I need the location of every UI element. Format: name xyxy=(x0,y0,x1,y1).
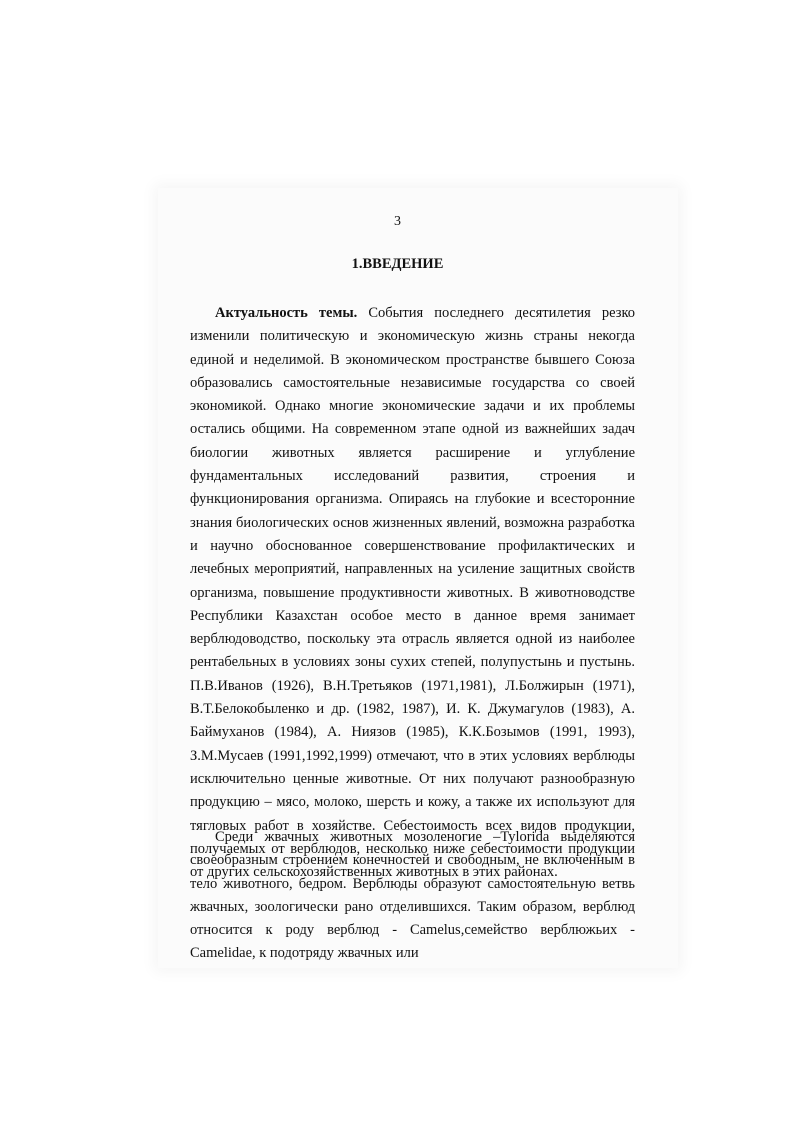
section-heading: 1.ВВЕДЕНИЕ xyxy=(351,256,444,272)
paragraph-lead: Актуальность темы. xyxy=(215,305,358,321)
paragraph-text: События последнего десятилетия резко изменили политическую и экономическую жизнь страны некогда единой и неделимой. В экономическом пространстве бывшего Союза образовались самостоятельные независимые государства со своей экономикой. Однако многие экономические задачи и их проблемы остались общими. На современном этапе одной из важнейших задач биологии животных является расширение и углубление фундаментальных исследований развития, строения и функционирования организма. Опираясь на глубокие и всесторонние знания биологических основ жизненных явлений, возможна разработка и научно обоснованное совершенствование профилактических и лечебных мероприятий, направленных на усиление защитных свойств организма, повышение продуктивности животных. В животноводстве Республики Казахстан особое место в данное время занимает верблюдоводство, поскольку эта отрасль является одной из наиболее рентабельных в условиях зоны сухих степей, полупустынь и пустынь. П.В.Иванов (1926), В.Н.Третьяков (1971,1981), Л.Болжирын (1971), В.Т.Белокобыленко и др. (1982, 1987), И. К. Джумагулов (1983), А. Баймуханов (1984), А. Ниязов (1985), К.К.Бозымов (1991, 1993), З.М.Мусаев (1991,1992,1999) отмечают, что в этих условиях верблюды исключительно ценные животные. От них получают разнообразную продукцию – мясо, молоко, шерсть и кожу, а также их используют для тягловых работ в хозяйстве. Себестоимость всех видов продукции, получаемых от верблюдов, несколько ниже себестоимости продукции от других сельскохозяйственных животных в этих районах. xyxy=(190,305,635,881)
paragraph-relevance xyxy=(190,302,635,884)
paragraph-camelids: Среди жвачных животных мозоленогие –Tylorida выделяются своеобразным строением конечностей и свободным, не включенным в тело животного, бедром. Верблюды образуют самостоятельную ветвь жвачных, зоологически рано отделившихся. Таким образом, верблюд относится к роду верблюд - Camelus,семейство верблюжьих -Camelidae, к подотряду жвачных или xyxy=(190,829,635,962)
page-number: 3 xyxy=(394,214,401,229)
